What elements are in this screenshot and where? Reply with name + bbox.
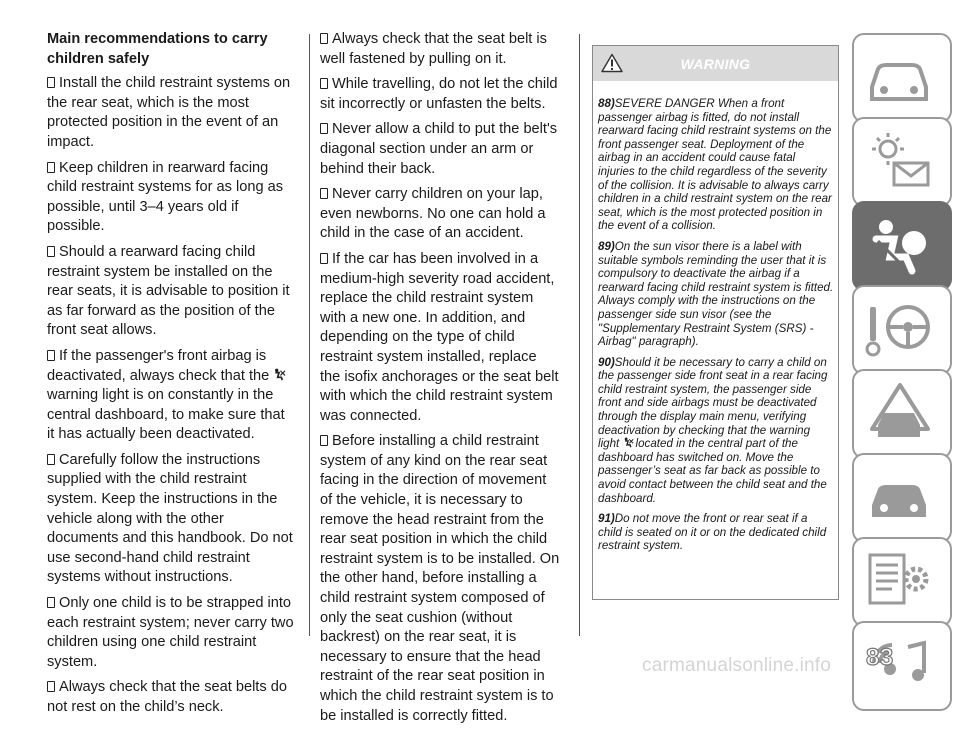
list-item: Keep children in rearward facing child restraint systems for as long as possible, until 3–4 years old if possible.	[47, 159, 284, 235]
bullet-box-icon	[320, 33, 328, 44]
airbag-off-warning-light-icon	[623, 437, 634, 448]
warning-header	[593, 46, 838, 81]
list-item: If the passenger's front airbag is deactivated, always check that the warning light is on constantly in the central dashboard, to make sure that it has actually been deactivated.	[47, 347, 285, 443]
column-divider	[309, 34, 310, 636]
column-divider	[579, 34, 580, 636]
bullet-box-icon	[47, 77, 55, 88]
car-dashboard-icon	[864, 45, 934, 111]
airbag-off-warning-light-icon	[273, 368, 286, 381]
warning-item: 90)Should it be necessary to carry a child on the passenger side front seat in a rear facing child restraint system, the passenger side front and side airbags must be deactivated through the display main menu, verifying deactivation by checking that the warning light located in the central part of the dashboard has switched on. Move the passenger’s seat as far back as possible to avoid contact between the child seat and the dashboard.	[598, 355, 828, 505]
warning-item: 88)SEVERE DANGER When a front passenger airbag is fitted, do not install rearward facing child restraint systems on the front passenger seat. Deployment of the airbag in an accident could cause fatal injuries to the child regardless of the severity of the collision. It is advisable to always carry children in a child restraint system on the rear seat, which is the most protected position in the event of a collision.	[598, 97, 832, 233]
bullet-box-icon	[47, 350, 55, 361]
bullet-box-icon	[320, 78, 328, 89]
list-item: Only one child is to be strapped into each restraint system; never carry two children using one child restraint system.	[47, 595, 294, 670]
tab-safety[interactable]	[852, 201, 952, 291]
watermark-text: carmanualsonline.info	[642, 655, 832, 676]
section-heading: Main recommendations to carry children safely	[47, 31, 268, 67]
list-item: Carefully follow the instructions supplied with the child restraint system. Keep the instructions in the vehicle along with the other documents and this handbook. Do not use second-hand child restraint systems without instructions.	[47, 451, 293, 586]
bullet-box-icon	[47, 246, 55, 257]
list-item: Never allow a child to put the belt's diagonal section under an arm or behind their back.	[320, 121, 558, 177]
list-item: Before installing a child restraint system of any kind on the rear seat facing in the direction of movement of the vehicle, it is necessary to remove the head restraint from the rear seat position in which the child restraint system is to be installed. On the other hand, before installing a child restraint system composed of only the seat cushion (without backrest) on the rear seat, it is necessary to ensure that the head restraint of the rear seat position in which the child restraint system is to be installed is correctly fitted.	[320, 433, 560, 724]
warning-item: 91)Do not move the front or rear seat if a child is seated on it or on the dedicated child restraint system.	[598, 512, 827, 553]
warning-item: 89)On the sun visor there is a label with suitable symbols reminding the user that it is compulsory to deactivate the airbag if a rearward facing child restraint system is fitted. Always comply with the instructions on the passenger side sun visor (see the "Supplementary Restraint System (SRS) - Airbag" paragraph).	[598, 239, 834, 349]
middle-column	[320, 30, 560, 732]
car-service-icon	[864, 465, 934, 531]
list-item: Always check that the seat belt is well fastened by pulling on it.	[320, 31, 547, 67]
tab-emergency[interactable]	[852, 369, 952, 459]
car-breakdown-icon	[864, 381, 934, 447]
bullet-box-icon	[47, 681, 55, 692]
bullet-box-icon	[320, 435, 328, 446]
tab-technical-data[interactable]	[852, 537, 952, 627]
list-item: Should a rearward facing child restraint system be installed on the rear seats, it is advisable to position it as far forward as the position of the front seat allows.	[47, 243, 290, 339]
bullet-box-icon	[320, 123, 328, 134]
list-item: If the car has been involved in a medium-high severity road accident, replace the child restraint system with a new one. In addition, and depending on the type of child restraint system installed, replace the isofix anchorages or the seat belt with which the child restraint system was connected.	[320, 250, 559, 424]
list-item: Always check that the seat belts do not rest on the child’s neck.	[47, 679, 287, 715]
warning-body	[593, 81, 838, 553]
key-steering-wheel-icon	[864, 297, 934, 363]
list-item: While travelling, do not let the child sit incorrectly or unfasten the belts.	[320, 76, 558, 112]
bullet-box-icon	[47, 597, 55, 608]
tab-starting-driving[interactable]	[852, 285, 952, 375]
tab-warning-lights[interactable]	[852, 117, 952, 207]
warning-title: WARNING	[680, 55, 751, 72]
list-item: Install the child restraint systems on the rear seat, which is the most protected position in the event of an impact.	[47, 75, 291, 150]
tab-maintenance[interactable]	[852, 453, 952, 543]
warning-box	[592, 45, 839, 600]
bullet-box-icon	[47, 454, 55, 465]
page-number: 83	[866, 644, 894, 671]
technical-data-icon	[864, 549, 934, 615]
bullet-box-icon	[320, 253, 328, 264]
bullet-box-icon	[320, 188, 328, 199]
airbag-seatbelt-icon	[864, 213, 934, 279]
warning-triangle-icon	[601, 53, 623, 73]
bullet-box-icon	[47, 162, 55, 173]
left-column	[47, 30, 295, 724]
warning-lights-icon	[864, 129, 934, 195]
tab-car-dashboard[interactable]	[852, 33, 952, 123]
list-item: Never carry children on your lap, even newborns. No one can hold a child in the case of an accident.	[320, 186, 546, 242]
